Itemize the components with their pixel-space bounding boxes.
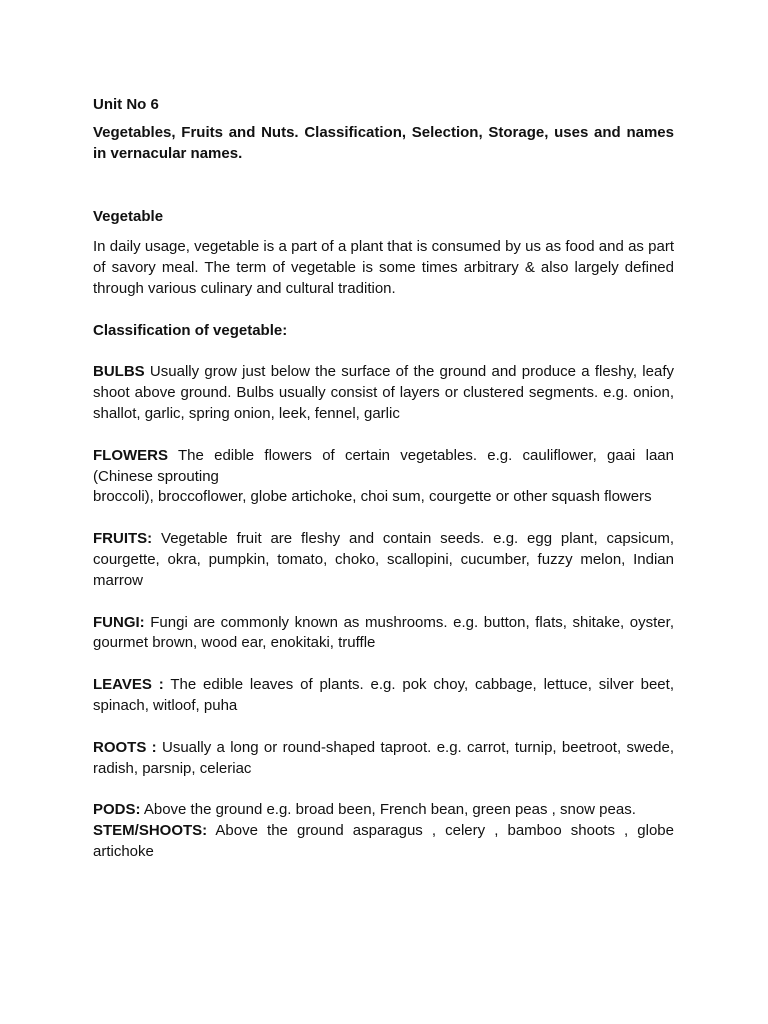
section-heading-vegetable: Vegetable — [93, 208, 164, 226]
item-flowers — [93, 446, 674, 508]
text-pods: Above the ground e.g. broad been, French bean, green peas , snow peas. — [140, 801, 636, 819]
classification-heading: Classification of vegetable: — [93, 321, 288, 339]
term-flowers: FLOWERS — [93, 446, 168, 464]
text-roots: Usually a long or round-shaped taproot. e.g. carrot, turnip, beetroot, swede, radish, parsnip, celeriac — [93, 738, 674, 777]
text-flowers-line2: broccoli), broccoflower, globe artichoke, choi sum, courgette or other squash flowers — [93, 488, 652, 506]
text-flowers-line1: The edible flowers of certain vegetables. e.g. cauliflower, gaai laan (Chinese sprouting — [93, 446, 674, 485]
item-bulbs — [93, 362, 674, 424]
intro-paragraph: In daily usage, vegetable is a part of a plant that is consumed by us as food and as part of savory meal. The term of vegetable is some times arbitrary & also largely defined through various culinary and cultural tradition. — [93, 238, 674, 297]
text-fruits: Vegetable fruit are fleshy and contain seeds. e.g. egg plant, capsicum, courgette, okra, pumpkin, tomato, choko, scallopini, cucumber, fuzzy melon, Indian marrow — [93, 530, 674, 589]
item-pods — [93, 800, 674, 821]
document-title: Vegetables, Fruits and Nuts. Classification, Selection, Storage, uses and names in vernacular names. — [93, 123, 674, 162]
text-fungi: Fungi are commonly known as mushrooms. e.g. button, flats, shitake, oyster, gourmet brown, wood ear, enokitaki, truffle — [93, 613, 674, 652]
item-roots — [93, 738, 674, 780]
text-stem-shoots: Above the ground asparagus , celery , bamboo shoots , globe artichoke — [93, 822, 674, 860]
term-fruits: FRUITS: — [93, 530, 153, 548]
item-fruits — [93, 529, 674, 591]
item-stem-shoots — [93, 821, 674, 863]
text-leaves: The edible leaves of plants. e.g. pok choy, cabbage, lettuce, silver beet, spinach, witloof, puha — [93, 676, 674, 714]
term-leaves: LEAVES : — [93, 676, 164, 694]
item-leaves — [93, 675, 674, 717]
text-bulbs: Usually grow just below the surface of the ground and produce a fleshy, leafy shoot above ground. Bulbs usually consist of layers or clustered segments. e.g. onion, shallot, garlic, spring onion, leek, fennel, garlic — [93, 363, 674, 422]
term-bulbs: BULBS — [93, 363, 145, 381]
term-roots: ROOTS : — [93, 738, 157, 756]
term-pods: PODS: — [93, 801, 141, 819]
item-fungi — [93, 613, 674, 655]
term-fungi: FUNGI: — [93, 613, 145, 631]
unit-number: Unit No 6 — [93, 96, 159, 113]
term-stem-shoots: STEM/SHOOTS: — [93, 822, 208, 840]
document-page — [93, 95, 674, 863]
